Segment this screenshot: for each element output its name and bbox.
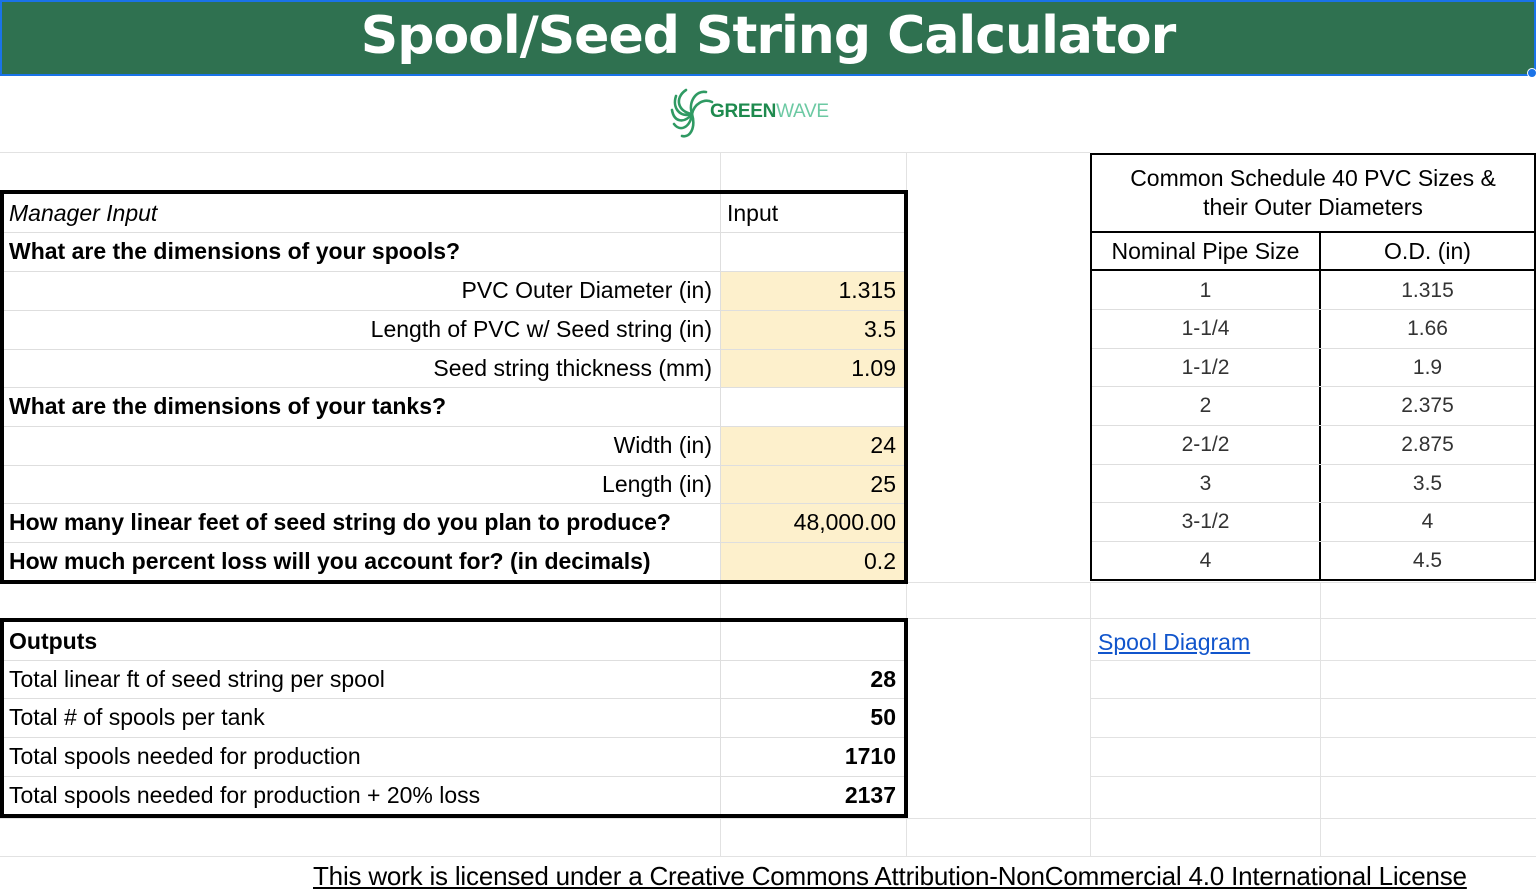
license-link[interactable]: This work is licensed under a Creative Commons Attribution-NonCommercial 4.0 International License <box>313 861 1467 891</box>
spool-diagram-link[interactable]: Spool Diagram <box>1098 629 1251 655</box>
gridline <box>720 152 721 192</box>
pvc-od-cell: 3.5 <box>1412 471 1443 495</box>
pvc-od-cell: 2.375 <box>1401 394 1454 417</box>
pvc-od-cell: 1.66 <box>1407 317 1448 340</box>
tanks-question: What are the dimensions of your tanks? <box>9 393 447 419</box>
pvc-od-cell: 2.875 <box>1401 433 1454 456</box>
output-label: Total spools needed for production + 20% loss <box>9 781 481 808</box>
page-title: Spool/Seed String Calculator <box>360 6 1176 66</box>
output-value[interactable]: 1710 <box>844 743 896 769</box>
output-value[interactable]: 2137 <box>844 781 896 808</box>
gridline <box>1090 698 1536 699</box>
pvc-col-header-od: O.D. (in) <box>1384 237 1471 264</box>
tank-width-input[interactable]: 24 <box>870 432 896 458</box>
gridline <box>1090 737 1536 738</box>
selection-handle[interactable] <box>1527 68 1536 78</box>
pvc-od-cell: 1.315 <box>1401 278 1454 302</box>
pvc-od-cell: 4 <box>1421 510 1434 533</box>
gridline <box>1090 660 1536 661</box>
gridline <box>0 152 1090 153</box>
pvc-size-cell: 1 <box>1199 278 1212 302</box>
title-banner[interactable] <box>0 0 1536 76</box>
wave-spiral-icon <box>670 84 714 140</box>
input-header-label: Manager Input <box>9 199 158 226</box>
loss-question: How much percent loss will you account for? (in decimals) <box>9 547 651 574</box>
pvc-od-cell: 1.9 <box>1412 355 1443 379</box>
pvc-length-input[interactable]: 3.5 <box>864 316 896 342</box>
pvc-size-cell: 1-1/2 <box>1181 355 1230 379</box>
tank-length-label: Length (in) <box>602 470 712 497</box>
pvc-size-cell: 3-1/2 <box>1181 510 1230 533</box>
tank-width-label: Width (in) <box>613 432 712 458</box>
pvc-size-cell: 3 <box>1199 471 1212 495</box>
logo-text-bold: GREEN <box>710 101 777 122</box>
seed-thickness-input[interactable]: 1.09 <box>851 354 896 381</box>
outputs-header: Outputs <box>9 627 98 654</box>
pvc-size-cell: 1-1/4 <box>1181 317 1230 340</box>
gridline <box>0 818 1536 819</box>
linear-feet-input[interactable]: 48,000.00 <box>793 509 896 535</box>
linear-feet-question: How many linear feet of seed string do you plan to produce? <box>9 509 671 535</box>
output-label: Total # of spools per tank <box>9 704 265 730</box>
pvc-size-cell: 2-1/2 <box>1181 433 1230 456</box>
spools-question: What are the dimensions of your spools? <box>9 238 461 264</box>
pvc-od-cell: 4.5 <box>1412 548 1443 572</box>
pvc-title-line1: Common Schedule 40 PVC Sizes & <box>1130 165 1496 191</box>
output-label: Total linear ft of seed string per spool <box>9 665 385 692</box>
gridline <box>1090 776 1536 777</box>
gridline <box>0 856 1536 857</box>
gridline <box>0 582 1536 583</box>
pvc-outer-diameter-label: PVC Outer Diameter (in) <box>461 277 712 303</box>
input-header-col: Input <box>727 199 779 226</box>
output-label: Total spools needed for production <box>9 743 361 769</box>
pvc-table-title <box>1092 155 1534 231</box>
logo-text-light: WAVE <box>776 101 829 122</box>
pvc-size-cell: 4 <box>1199 548 1212 572</box>
gridline <box>1090 582 1091 856</box>
pvc-length-label: Length of PVC w/ Seed string (in) <box>370 316 712 342</box>
greenwave-logo <box>670 84 829 140</box>
output-value[interactable]: 28 <box>870 665 896 692</box>
pvc-size-cell: 2 <box>1199 394 1212 417</box>
gridline <box>906 152 907 856</box>
tank-length-input[interactable]: 25 <box>870 470 896 497</box>
loss-input[interactable]: 0.2 <box>864 547 896 574</box>
pvc-col-header-size: Nominal Pipe Size <box>1111 237 1300 264</box>
output-value[interactable]: 50 <box>870 704 896 730</box>
pvc-outer-diameter-input[interactable]: 1.315 <box>838 277 896 303</box>
pvc-title-line2: their Outer Diameters <box>1203 194 1423 220</box>
gridline <box>1320 582 1321 856</box>
gridline <box>0 618 1536 619</box>
seed-thickness-label: Seed string thickness (mm) <box>433 354 712 381</box>
